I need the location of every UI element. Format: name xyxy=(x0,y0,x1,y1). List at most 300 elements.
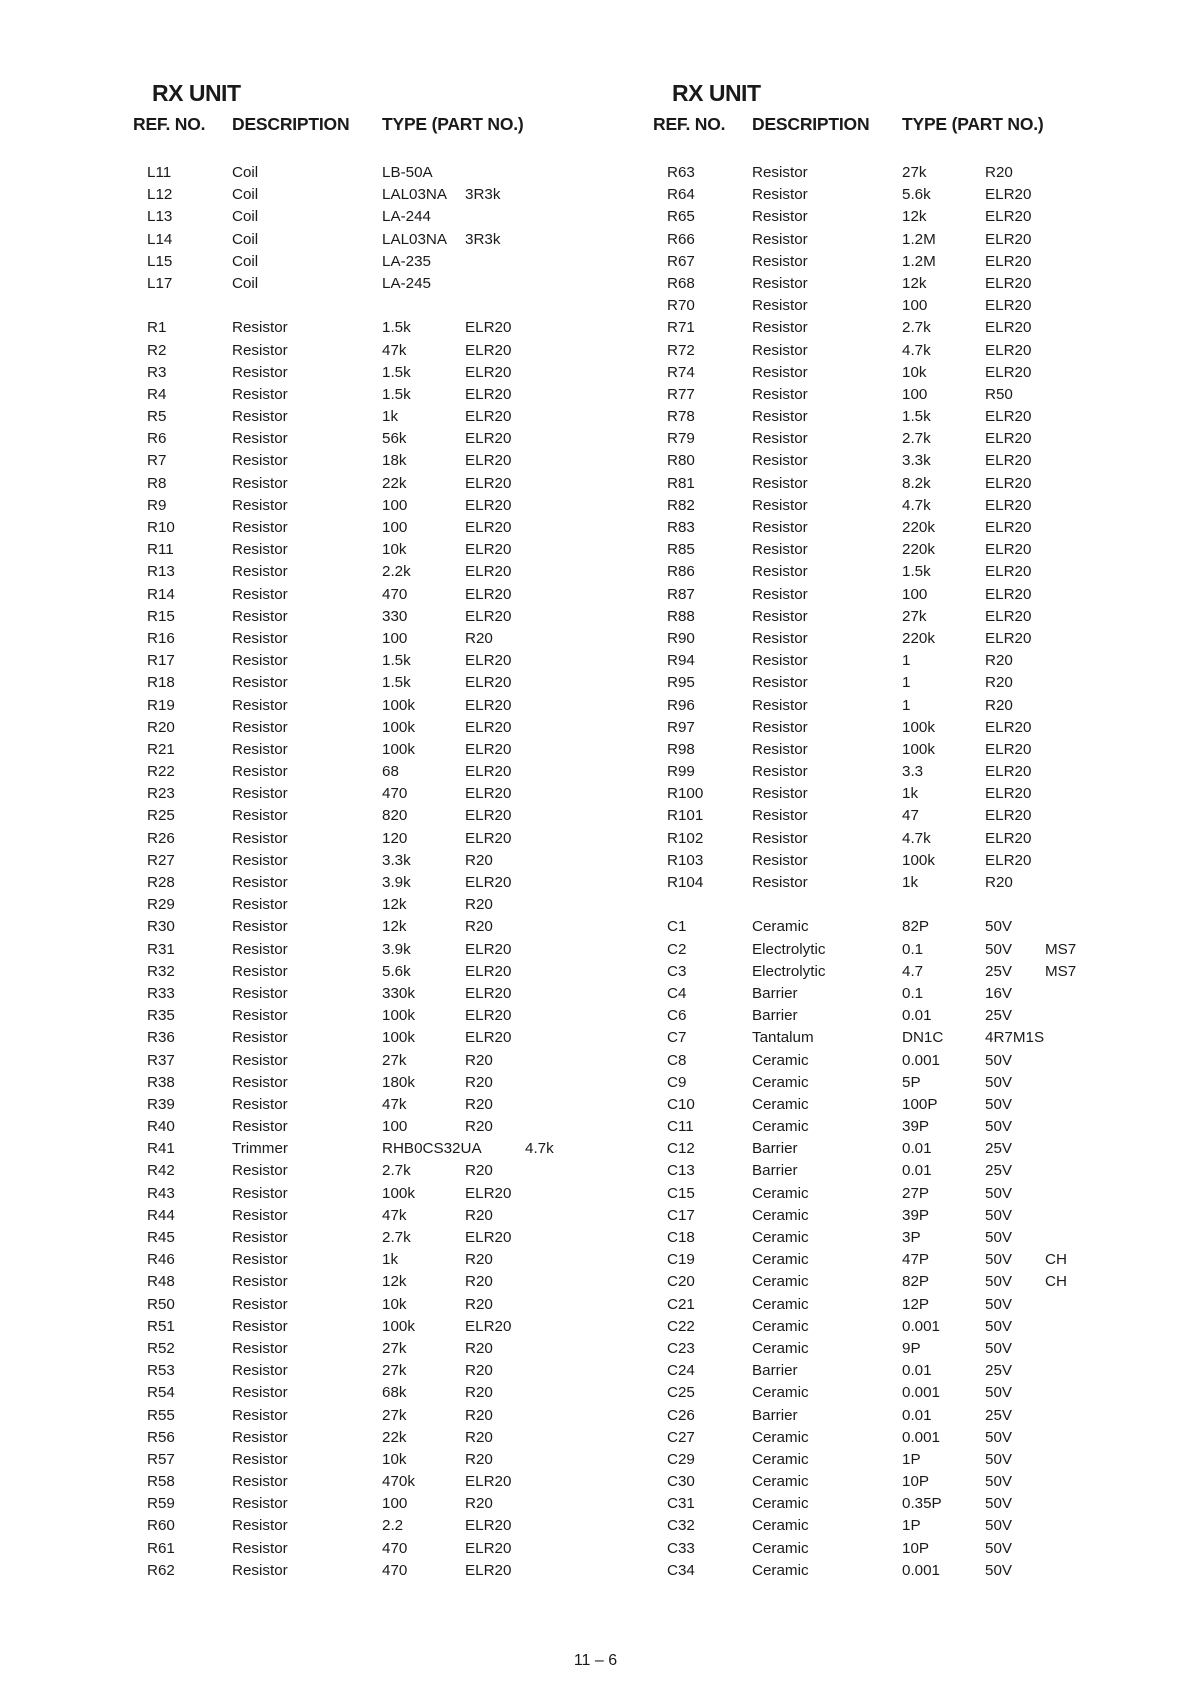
cell-val: LA-235 xyxy=(382,252,431,270)
cell-val: 22k xyxy=(382,1428,407,1446)
cell-ext xyxy=(1045,1072,1105,1094)
table-row xyxy=(653,939,1105,961)
cell-val: 220k xyxy=(902,519,935,536)
cell-rat: ELR20 xyxy=(465,341,512,359)
table-row xyxy=(653,162,1105,184)
cell-ref: C33 xyxy=(667,1539,695,1557)
cell-val: 27k xyxy=(902,607,927,625)
cell-desc: Resistor xyxy=(232,1384,288,1402)
cell-ext xyxy=(525,1160,585,1182)
table-row xyxy=(133,473,585,495)
cell-rat: R20 xyxy=(465,896,493,914)
cell-val: 1P xyxy=(902,1517,921,1535)
cell-val: 10k xyxy=(382,1450,407,1468)
cell-rat: ELR20 xyxy=(985,408,1032,426)
parts-list xyxy=(133,162,585,1582)
cell-ref: L15 xyxy=(147,252,173,270)
cell-rat: 25V xyxy=(985,1007,1013,1025)
cell-val: 47 xyxy=(902,807,919,825)
cell-ref: R80 xyxy=(667,452,695,470)
cell-ext xyxy=(1045,1449,1105,1471)
cell-ref: R81 xyxy=(667,474,695,492)
cell-rat: R20 xyxy=(985,674,1013,692)
cell-rat: ELR20 xyxy=(985,208,1032,226)
cell-rat: ELR20 xyxy=(465,474,512,492)
cell-ref: R60 xyxy=(147,1517,175,1535)
cell-val: 100k xyxy=(382,1029,415,1047)
table-row xyxy=(133,1449,585,1471)
cell-val: 470 xyxy=(382,785,408,803)
cell-ext xyxy=(525,428,585,450)
table-row xyxy=(133,273,585,295)
cell-val: 5.6k xyxy=(382,962,411,980)
cell-val: 0.001 xyxy=(902,1428,941,1446)
cell-ref: R96 xyxy=(667,696,695,714)
cell-ref: R90 xyxy=(667,629,695,647)
table-row xyxy=(133,1160,585,1182)
cell-ext xyxy=(1045,717,1105,739)
cell-desc: Resistor xyxy=(232,1495,288,1513)
cell-val: 100 xyxy=(382,1118,408,1136)
cell-val: 68 xyxy=(382,763,399,781)
cell-desc: Resistor xyxy=(232,1095,288,1113)
left-column xyxy=(133,80,585,1582)
cell-rat: 50V xyxy=(985,1206,1013,1224)
table-row xyxy=(133,650,585,672)
cell-ext xyxy=(525,628,585,650)
table-row xyxy=(653,1449,1105,1471)
cell-val: 3.9k xyxy=(382,940,411,958)
cell-ext xyxy=(1045,1316,1105,1338)
cell-ext xyxy=(1045,1027,1105,1049)
table-row xyxy=(653,1493,1105,1515)
cell-ext xyxy=(525,362,585,384)
table-row xyxy=(133,1094,585,1116)
cell-rat: 50V xyxy=(985,1561,1013,1579)
cell-ext xyxy=(525,1294,585,1316)
cell-ext xyxy=(1045,1116,1105,1138)
cell-ref: R54 xyxy=(147,1384,175,1402)
cell-rat: R20 xyxy=(465,1406,493,1424)
cell-ext xyxy=(525,517,585,539)
cell-rat: R20 xyxy=(465,1073,493,1091)
cell-rat: 50V xyxy=(985,940,1013,958)
cell-ref: R18 xyxy=(147,674,175,692)
cell-rat: 50V xyxy=(985,1273,1013,1291)
cell-val: 0.01 xyxy=(902,1362,932,1380)
cell-rat: 25V xyxy=(985,962,1013,980)
cell-val: LAL03NA xyxy=(382,230,448,248)
cell-rat: R20 xyxy=(465,1162,493,1180)
cell-val: 220k xyxy=(902,629,935,647)
table-row xyxy=(133,961,585,983)
table-row xyxy=(133,916,585,938)
cell-rat: ELR20 xyxy=(985,607,1032,625)
cell-ext xyxy=(1045,1294,1105,1316)
cell-ext xyxy=(525,1382,585,1404)
cell-desc: Resistor xyxy=(752,807,808,825)
cell-ext xyxy=(525,229,585,251)
right-column xyxy=(653,80,1105,1582)
cell-rat: 50V xyxy=(985,1051,1013,1069)
cell-rat: ELR20 xyxy=(465,452,512,470)
cell-ref: R98 xyxy=(667,740,695,758)
cell-rat: ELR20 xyxy=(985,186,1032,204)
table-row xyxy=(653,251,1105,273)
cell-rat: ELR20 xyxy=(465,496,512,514)
cell-ref: L11 xyxy=(147,164,172,181)
table-row xyxy=(133,983,585,1005)
cell-desc: Resistor xyxy=(232,1339,288,1357)
cell-ext xyxy=(1045,539,1105,561)
cell-desc: Ceramic xyxy=(752,1473,809,1491)
cell-ref: R28 xyxy=(147,874,175,891)
cell-rat: ELR20 xyxy=(465,674,512,692)
cell-ext xyxy=(525,850,585,872)
table-row xyxy=(133,495,585,517)
cell-rat: R50 xyxy=(985,385,1013,403)
cell-desc: Resistor xyxy=(752,474,808,492)
cell-ref: C4 xyxy=(667,984,687,1002)
cell-rat: 25V xyxy=(985,1162,1013,1180)
cell-desc: Resistor xyxy=(232,519,288,536)
cell-rat: ELR20 xyxy=(985,230,1032,248)
cell-rat: ELR20 xyxy=(465,984,512,1002)
cell-val: 27k xyxy=(902,164,927,181)
cell-desc: Resistor xyxy=(752,252,808,270)
cell-ref: L14 xyxy=(147,230,173,248)
cell-ext xyxy=(525,695,585,717)
cell-desc: Resistor xyxy=(232,940,288,958)
cell-desc: Resistor xyxy=(752,164,808,181)
cell-ref: C20 xyxy=(667,1273,695,1291)
table-row xyxy=(133,850,585,872)
cell-val: 1.2M xyxy=(902,252,936,270)
cell-ref: C32 xyxy=(667,1517,695,1535)
cell-ref: R101 xyxy=(667,807,704,825)
cell-rat: ELR20 xyxy=(465,1539,512,1557)
cell-val: 47k xyxy=(382,1095,407,1113)
cell-ref: C7 xyxy=(667,1029,687,1047)
cell-val: 0.01 xyxy=(902,1162,932,1180)
spacer-row xyxy=(653,894,1105,916)
cell-desc: Resistor xyxy=(752,541,808,559)
cell-val: 100 xyxy=(382,496,408,514)
cell-ref: R58 xyxy=(147,1473,175,1491)
table-row xyxy=(133,828,585,850)
cell-rat: ELR20 xyxy=(465,874,512,891)
cell-ext xyxy=(525,450,585,472)
cell-ext xyxy=(525,983,585,1005)
cell-desc: Electrolytic xyxy=(752,962,826,980)
cell-rat xyxy=(465,162,525,184)
cell-ext xyxy=(1045,495,1105,517)
cell-ref: C9 xyxy=(667,1073,687,1091)
cell-rat: ELR20 xyxy=(465,785,512,803)
cell-ref: R33 xyxy=(147,984,175,1002)
cell-val: 3.3k xyxy=(902,452,931,470)
table-row xyxy=(133,1316,585,1338)
cell-val: 100 xyxy=(902,297,928,315)
table-row xyxy=(133,1227,585,1249)
cell-rat: ELR20 xyxy=(465,652,512,670)
cell-val: 82P xyxy=(902,918,930,936)
cell-desc: Resistor xyxy=(232,1406,288,1424)
cell-ref: C2 xyxy=(667,940,687,958)
cell-ref: R9 xyxy=(147,496,167,514)
table-row xyxy=(653,295,1105,317)
cell-ext xyxy=(1045,517,1105,539)
cell-rat: ELR20 xyxy=(465,385,512,403)
table-row xyxy=(653,1560,1105,1582)
cell-desc: Resistor xyxy=(232,896,288,914)
cell-ref: R51 xyxy=(147,1317,175,1335)
cell-ref: R62 xyxy=(147,1561,175,1579)
cell-ref: R85 xyxy=(667,541,695,559)
cell-ext xyxy=(1045,1382,1105,1404)
table-row xyxy=(653,1316,1105,1338)
cell-desc: Resistor xyxy=(752,341,808,359)
cell-rat: ELR20 xyxy=(985,319,1032,337)
cell-desc: Resistor xyxy=(232,408,288,426)
table-row xyxy=(653,384,1105,406)
cell-ext xyxy=(1045,872,1105,894)
table-row xyxy=(653,1294,1105,1316)
cell-rat: 25V xyxy=(985,1362,1013,1380)
cell-ext: MS7 xyxy=(1045,962,1077,980)
cell-ext xyxy=(525,317,585,339)
cell-ext xyxy=(525,1005,585,1027)
cell-ext xyxy=(1045,1360,1105,1382)
cell-ref: R38 xyxy=(147,1073,175,1091)
cell-desc: Resistor xyxy=(752,186,808,204)
cell-desc: Resistor xyxy=(232,430,288,448)
table-row xyxy=(653,783,1105,805)
cell-rat xyxy=(465,251,525,273)
cell-ext xyxy=(525,828,585,850)
cell-ref: R41 xyxy=(147,1140,175,1158)
cell-desc: Barrier xyxy=(752,1140,798,1158)
cell-ext xyxy=(525,1183,585,1205)
cell-ref: C27 xyxy=(667,1428,695,1446)
cell-desc: Ceramic xyxy=(752,1450,809,1468)
cell-desc: Resistor xyxy=(752,297,808,315)
cell-val: RHB0CS32UA xyxy=(382,1140,482,1158)
header-ref-no: REF. NO. xyxy=(653,114,726,134)
table-row xyxy=(653,805,1105,827)
cell-ref: R53 xyxy=(147,1362,175,1380)
cell-ext xyxy=(1045,1094,1105,1116)
cell-ext xyxy=(525,273,585,295)
cell-rat: ELR20 xyxy=(985,541,1032,559)
cell-desc: Ceramic xyxy=(752,1073,809,1091)
cell-rat: ELR20 xyxy=(465,1184,512,1202)
cell-desc: Resistor xyxy=(752,763,808,781)
table-row xyxy=(133,872,585,894)
cell-ext xyxy=(525,672,585,694)
table-row xyxy=(133,1005,585,1027)
cell-val: LAL03NA xyxy=(382,186,448,204)
cell-ref: R63 xyxy=(667,164,695,181)
cell-val: 12k xyxy=(902,274,927,292)
table-row xyxy=(133,229,585,251)
cell-desc: Ceramic xyxy=(752,1561,809,1579)
cell-val: 5P xyxy=(902,1073,921,1091)
cell-ref: R79 xyxy=(667,430,695,448)
cell-val: 100 xyxy=(902,585,928,603)
cell-val: 8.2k xyxy=(902,474,931,492)
cell-val: 1.5k xyxy=(902,408,931,426)
cell-rat: 50V xyxy=(985,1073,1013,1091)
cell-ext xyxy=(525,1560,585,1582)
table-header xyxy=(653,114,1105,162)
cell-rat: ELR20 xyxy=(465,1229,512,1246)
cell-ref: C15 xyxy=(667,1184,695,1202)
cell-ext xyxy=(525,1427,585,1449)
cell-val: 0.001 xyxy=(902,1051,941,1069)
cell-val: 68k xyxy=(382,1384,407,1402)
cell-ref: R65 xyxy=(667,208,695,226)
cell-rat: ELR20 xyxy=(465,363,512,381)
cell-desc: Resistor xyxy=(752,385,808,403)
cell-desc: Ceramic xyxy=(752,918,809,936)
cell-ext xyxy=(1045,606,1105,628)
cell-ext xyxy=(1045,295,1105,317)
cell-ext xyxy=(1045,1183,1105,1205)
table-row xyxy=(133,695,585,717)
cell-desc: Coil xyxy=(232,252,259,270)
cell-rat: R20 xyxy=(465,1339,493,1357)
cell-ref: C18 xyxy=(667,1229,695,1246)
table-row xyxy=(133,317,585,339)
cell-val: 100k xyxy=(902,740,935,758)
cell-ext xyxy=(525,916,585,938)
cell-val: 9P xyxy=(902,1339,921,1357)
cell-ref: R21 xyxy=(147,740,175,758)
cell-ext xyxy=(1045,229,1105,251)
cell-val: 56k xyxy=(382,430,407,448)
cell-rat: ELR20 xyxy=(985,851,1032,869)
cell-ref: R42 xyxy=(147,1162,175,1180)
section-title: RX UNIT xyxy=(152,80,241,106)
cell-ref: R64 xyxy=(667,186,695,204)
cell-ref: L17 xyxy=(147,274,173,292)
cell-desc: Resistor xyxy=(232,629,288,647)
cell-ext xyxy=(1045,384,1105,406)
table-row xyxy=(653,1138,1105,1160)
cell-rat: 50V xyxy=(985,1184,1013,1202)
cell-ext xyxy=(1045,983,1105,1005)
cell-rat: 50V xyxy=(985,1517,1013,1535)
cell-desc: Resistor xyxy=(752,496,808,514)
cell-ext xyxy=(525,340,585,362)
cell-rat: 25V xyxy=(985,1406,1013,1424)
cell-rat: ELR20 xyxy=(465,763,512,781)
cell-ref: R59 xyxy=(147,1495,175,1513)
cell-desc: Resistor xyxy=(232,718,288,736)
table-row xyxy=(653,1405,1105,1427)
cell-val: 27k xyxy=(382,1051,407,1069)
cell-rat: ELR20 xyxy=(985,629,1032,647)
cell-val: 1.5k xyxy=(382,363,411,381)
cell-desc: Resistor xyxy=(752,519,808,536)
cell-desc: Resistor xyxy=(752,740,808,758)
cell-desc: Resistor xyxy=(232,1450,288,1468)
table-row xyxy=(653,1072,1105,1094)
cell-ext xyxy=(525,1538,585,1560)
cell-ext xyxy=(1045,828,1105,850)
cell-ext xyxy=(1045,783,1105,805)
cell-desc: Barrier xyxy=(752,1406,798,1424)
cell-ext xyxy=(525,561,585,583)
cell-val: 1k xyxy=(902,785,919,803)
cell-ext xyxy=(1045,1515,1105,1537)
table-row xyxy=(653,1116,1105,1138)
cell-desc: Resistor xyxy=(232,1029,288,1047)
cell-val: 1.5k xyxy=(382,652,411,670)
table-row xyxy=(653,184,1105,206)
cell-desc: Resistor xyxy=(752,829,808,847)
cell-val: 2.7k xyxy=(902,319,931,337)
cell-val: 12k xyxy=(902,208,927,226)
page-number: 11 – 6 xyxy=(573,1652,618,1669)
cell-val: 100k xyxy=(382,696,415,714)
cell-rat: ELR20 xyxy=(985,341,1032,359)
cell-ref: R10 xyxy=(147,519,175,536)
cell-rat: ELR20 xyxy=(985,785,1032,803)
cell-rat: ELR20 xyxy=(465,1029,512,1047)
table-row xyxy=(133,1515,585,1537)
cell-ext xyxy=(525,805,585,827)
cell-desc: Resistor xyxy=(232,1007,288,1025)
cell-val: LB-50A xyxy=(382,164,433,181)
cell-ext xyxy=(525,384,585,406)
table-row xyxy=(653,739,1105,761)
cell-desc: Ceramic xyxy=(752,1051,809,1069)
cell-rat: ELR20 xyxy=(465,1561,512,1579)
cell-ext xyxy=(1045,162,1105,184)
table-row xyxy=(133,1116,585,1138)
cell-ext xyxy=(1045,739,1105,761)
cell-rat: R20 xyxy=(985,696,1013,714)
cell-ext xyxy=(1045,184,1105,206)
cell-desc: Resistor xyxy=(232,807,288,825)
cell-ext xyxy=(1045,1160,1105,1182)
cell-ref: R48 xyxy=(147,1273,175,1291)
cell-ext xyxy=(525,1249,585,1271)
table-row xyxy=(653,1094,1105,1116)
cell-ref: R78 xyxy=(667,408,695,426)
cell-ref: C31 xyxy=(667,1495,695,1513)
cell-ext xyxy=(1045,1493,1105,1515)
cell-ext xyxy=(1045,628,1105,650)
cell-ext xyxy=(1045,584,1105,606)
cell-val: 470 xyxy=(382,1561,408,1579)
cell-rat: R20 xyxy=(465,1273,493,1291)
cell-desc: Resistor xyxy=(752,851,808,869)
cell-desc: Barrier xyxy=(752,1162,798,1180)
cell-val: 0.35P xyxy=(902,1495,942,1513)
cell-rat: R20 xyxy=(465,629,493,647)
cell-desc: Resistor xyxy=(232,1561,288,1579)
cell-val: 10P xyxy=(902,1539,930,1557)
cell-rat: R20 xyxy=(465,1051,493,1069)
table-row xyxy=(653,362,1105,384)
cell-val: 12k xyxy=(382,918,407,936)
cell-ext xyxy=(1045,850,1105,872)
cell-ref: R50 xyxy=(147,1295,175,1313)
cell-val: 1.5k xyxy=(382,319,411,337)
